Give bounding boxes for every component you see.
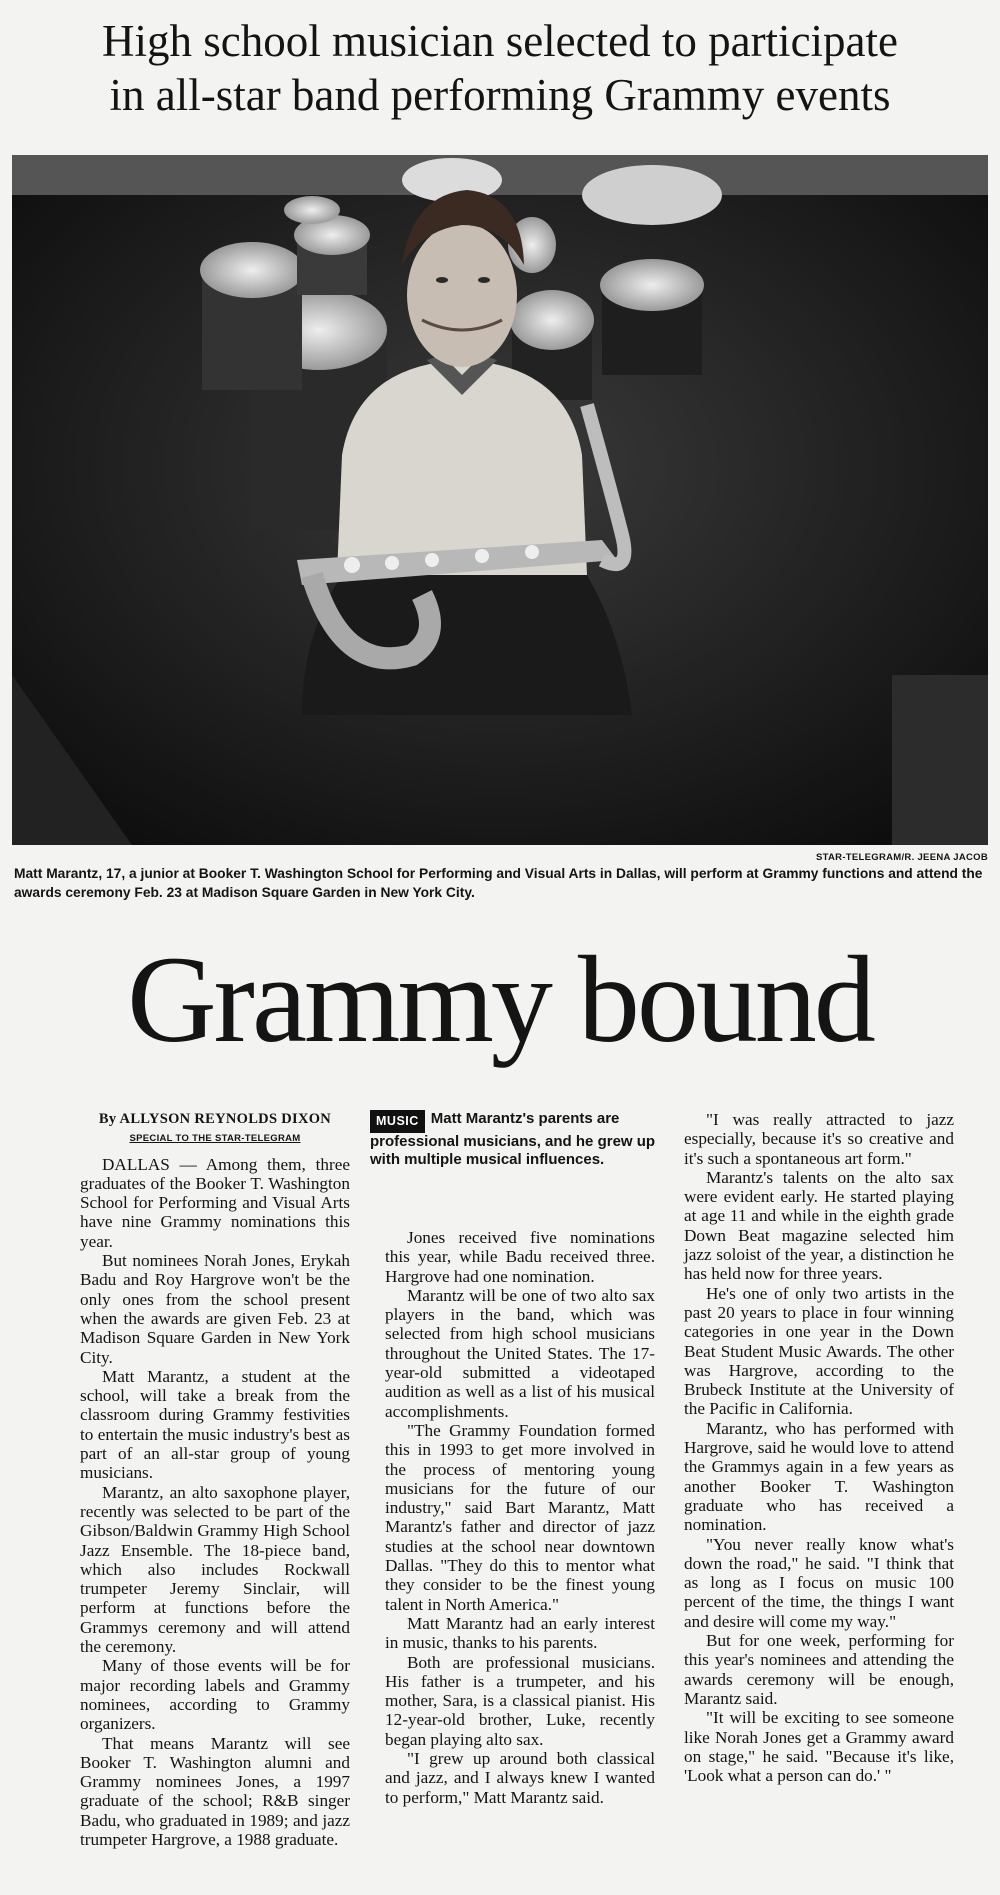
music-sidebar: [370, 1110, 670, 1170]
photo: [12, 155, 988, 845]
paragraph: "You never really know what's down the road," he said. "I think that as long as I focus on music 100 percent of the time, the things I want and desire will come my way.": [684, 1534, 954, 1631]
paragraph: Both are professional musicians. His father is a trumpeter, and his mother, Sara, is a classical pianist. His 12-year-old brother, Luke, recently began playing alto sax.: [385, 1652, 655, 1749]
headline-line-2: in all-star band performing Grammy events: [109, 70, 891, 120]
paragraph: Marantz, an alto saxophone player, recently was selected to be part of the Gibson/Baldwin Grammy High School Jazz Ensemble. The 18-piece band, which also includes Rockwall trumpeter Jeremy Sinclair, will perform at functions before the Grammys ceremony and will attend the ceremony.: [80, 1482, 350, 1657]
photo-caption: Matt Marantz, 17, a junior at Booker T. Washington School for Performing and Visual Arts in Dallas, will perform at Grammy functions and attend the awards ceremony Feb. 23 at Madison Square Garden in New York City.: [14, 866, 983, 900]
paragraph: Matt Marantz, a student at the school, will take a break from the classroom during Grammy festivities to entertain the music industry's best as part of an all-star group of young musicians.: [80, 1366, 350, 1483]
column-1: [80, 1110, 350, 1849]
column-3: [684, 1110, 954, 1785]
paragraph: But for one week, performing for this year's nominees and attending the awards ceremony will be enough, Marantz said.: [684, 1631, 954, 1708]
paragraph: "I grew up around both classical and jazz, and I always knew I wanted to perform," Matt Marantz said.: [385, 1749, 655, 1807]
headline-line-1: High school musician selected to participate: [101, 16, 898, 66]
paragraph: Marantz's talents on the alto sax were evident early. He started playing at age 11 and while in the eighth grade Down Beat magazine selected him jazz soloist of the year, a distinction he has held now for three years.: [684, 1167, 954, 1284]
music-tag: MUSIC: [370, 1110, 425, 1133]
byline-affiliation: SPECIAL TO THE STAR-TELEGRAM: [129, 1133, 301, 1145]
byline-author: By ALLYSON REYNOLDS DIXON: [98, 1111, 332, 1127]
paragraph: Jones received five nominations this year, while Badu received three. Hargrove had one nomination.: [385, 1228, 655, 1286]
photo-credit: STAR-TELEGRAM/R. JEENA JACOB: [815, 852, 988, 863]
photo-image: [12, 155, 988, 845]
paragraph: He's one of only two artists in the past 20 years to place in four winning categories in one year in the Down Beat Student Music Awards. The other was Hargrove, according to the Brubeck Institute at the University of the Pacific in California.: [684, 1283, 954, 1419]
column-2: [385, 1228, 655, 1807]
paragraph: That means Marantz will see Booker T. Washington alumni and Grammy nominees Jones, a 1997 graduate of the school; R&B singer Badu, who graduated in 1989; and jazz trumpeter Hargrove, a 1988 graduate.: [80, 1733, 350, 1849]
column-1-body: [80, 1155, 350, 1850]
paragraph: But nominees Norah Jones, Erykah Badu and Roy Hargrove won't be the only ones from the school present when the awards are given Feb. 23 at Madison Square Garden in New York City.: [80, 1251, 350, 1367]
paragraph: "I was really attracted to jazz especially, because it's so creative and it's such a spontaneous art form.": [684, 1110, 954, 1168]
paragraph: Marantz, who has performed with Hargrove, said he would love to attend the Grammys again in a few years as another Booker T. Washington graduate who has received a nomination.: [684, 1418, 954, 1535]
headline: [0, 14, 1000, 122]
music-sidebar-text: Matt Marantz's parents are professional musicians, and he grew up with multiple musical influences.: [370, 1110, 656, 1168]
paragraph: DALLAS — Among them, three graduates of the Booker T. Washington School for Performing and Visual Arts have nine Grammy nominations this year.: [80, 1154, 350, 1251]
paragraph: Many of those events will be for major recording labels and Grammy nominees, according to Grammy organizers.: [80, 1656, 350, 1734]
paragraph: "It will be exciting to see someone like Norah Jones get a Grammy award on stage," he said. "Because it's like, 'Look what a person can do.' ": [684, 1708, 954, 1786]
story-title: Grammy bound: [127, 931, 873, 1068]
paragraph: Matt Marantz had an early interest in music, thanks to his parents.: [385, 1613, 655, 1653]
paragraph: "The Grammy Foundation formed this in 1993 to get more involved in the process of mentoring young musicians for the future of our industry," said Bart Marantz, Matt Marantz's father and director of jazz studies at the school near downtown Dallas. "They do this to mentor what they consider to be the finest young talent in North America.": [385, 1420, 655, 1614]
paragraph: Marantz will be one of two alto sax players in the band, which was selected from high school musicians throughout the United States. The 17-year-old submitted a videotaped audition as well as a list of his musical accomplishments.: [385, 1285, 655, 1421]
